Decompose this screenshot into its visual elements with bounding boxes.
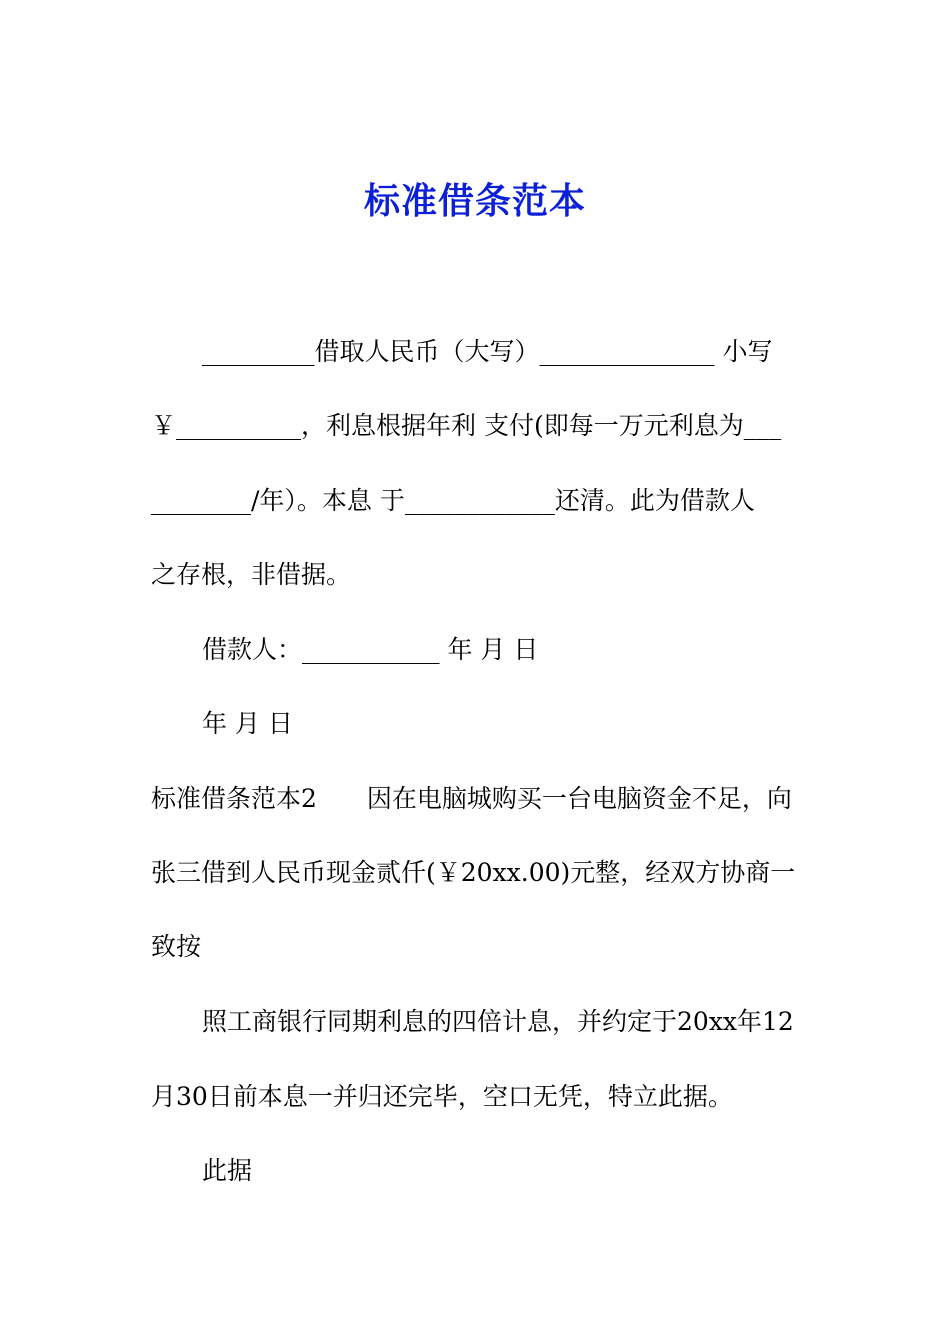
paragraph-line-1: _________借取人民币（大写）______________ 小写 xyxy=(202,337,773,366)
paragraph-line-3: ________/年）。本息 于____________还清。此为借款人 xyxy=(151,486,755,515)
closing-line: 此据 xyxy=(202,1156,253,1185)
date-line: 年 月 日 xyxy=(202,709,293,738)
paragraph-line-8: 照工商银行同期利息的四倍计息，并约定于20xx年12 xyxy=(202,1007,794,1036)
paragraph-line-2: ￥__________，利息根据年利 支付(即每一万元利息为___ xyxy=(151,411,782,440)
document-title: 标准借条范本 xyxy=(363,180,586,222)
borrower-signature-line: 借款人：___________ 年 月 日 xyxy=(202,635,539,664)
paragraph-line-7: 致按 xyxy=(151,932,202,961)
paragraph-line-5: 标准借条范本2 因在电脑城购买一台电脑资金不足，向 xyxy=(151,784,792,813)
paragraph-line-6: 张三借到人民币现金贰仟(￥20xx.00)元整，经双方协商一 xyxy=(151,858,796,887)
paragraph-line-4: 之存根，非借据。 xyxy=(151,560,352,589)
paragraph-line-9: 月30日前本息一并归还完毕，空口无凭，特立此据。 xyxy=(151,1082,733,1111)
